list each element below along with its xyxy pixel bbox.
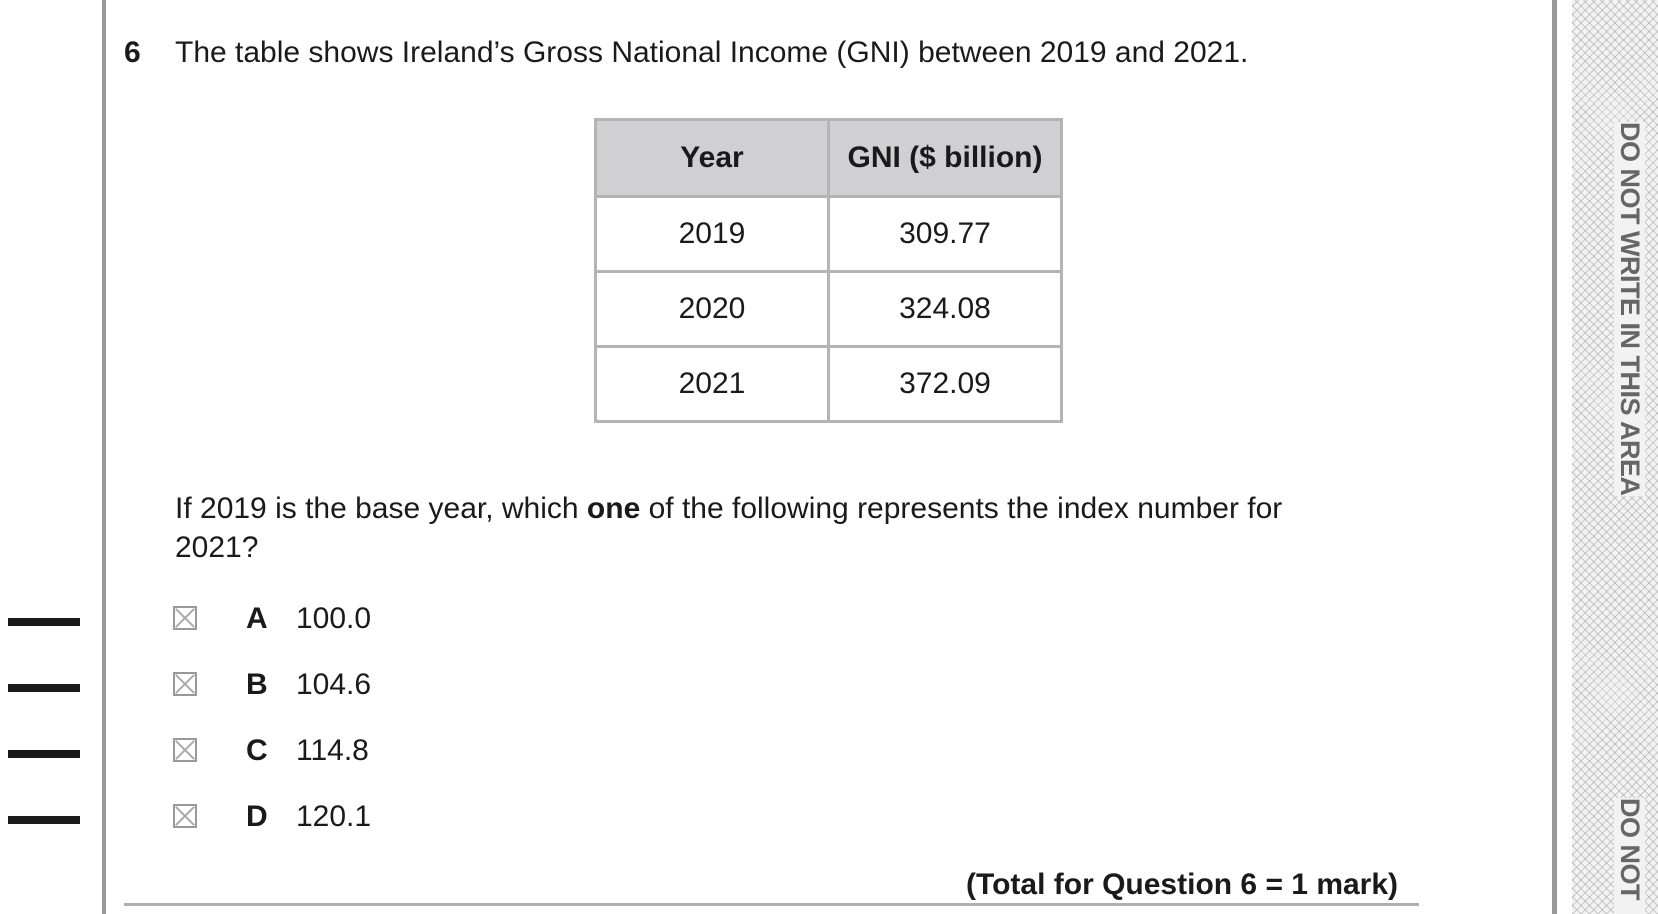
do-not-write-label-partial: DO NOT	[1614, 798, 1645, 914]
question-intro: The table shows Ireland’s Gross National Income (GNI) between 2019 and 2021.	[175, 36, 1249, 69]
gni-table	[594, 118, 1063, 423]
cell-gni: 372.09	[829, 347, 1062, 422]
margin-tick-mark	[8, 750, 80, 758]
option-letter: A	[246, 602, 268, 635]
option-letter: D	[246, 800, 268, 833]
option-b	[0, 668, 600, 704]
total-marks: (Total for Question 6 = 1 mark)	[966, 868, 1399, 901]
option-d-checkbox[interactable]	[173, 804, 197, 828]
prompt-text-start: If 2019 is the base year, which	[175, 492, 587, 525]
option-a	[0, 602, 600, 638]
option-value: 114.8	[296, 734, 369, 767]
table-header-row	[596, 120, 1062, 197]
margin-tick-mark	[8, 684, 80, 692]
option-c	[0, 734, 600, 770]
option-b-checkbox[interactable]	[173, 672, 197, 696]
option-a-checkbox[interactable]	[173, 606, 197, 630]
table-row	[596, 272, 1062, 347]
left-margin-border	[102, 0, 106, 914]
option-letter: B	[246, 668, 268, 701]
question-prompt	[175, 489, 1355, 567]
option-value: 100.0	[296, 602, 372, 635]
option-value: 104.6	[296, 668, 372, 701]
option-d	[0, 800, 600, 836]
cell-gni: 309.77	[829, 197, 1062, 272]
option-letter: C	[246, 734, 268, 767]
cell-year: 2021	[596, 347, 829, 422]
cell-gni: 324.08	[829, 272, 1062, 347]
prompt-emphasis: one	[586, 492, 641, 525]
margin-tick-mark	[8, 816, 80, 824]
cell-year: 2019	[596, 197, 829, 272]
margin-tick-mark	[8, 618, 80, 626]
header-gni: GNI ($ billion)	[829, 120, 1062, 197]
table-row	[596, 347, 1062, 422]
prompt-text-end: of the following represents the index number for 2021?	[175, 492, 1283, 564]
table-row	[596, 197, 1062, 272]
option-c-checkbox[interactable]	[173, 738, 197, 762]
header-year: Year	[596, 120, 829, 197]
cell-year: 2020	[596, 272, 829, 347]
bottom-divider	[124, 903, 1419, 906]
do-not-write-label: DO NOT WRITE IN THIS AREA	[1615, 122, 1645, 496]
right-margin-border	[1552, 0, 1557, 914]
question-number: 6	[124, 36, 141, 69]
option-value: 120.1	[296, 800, 372, 833]
